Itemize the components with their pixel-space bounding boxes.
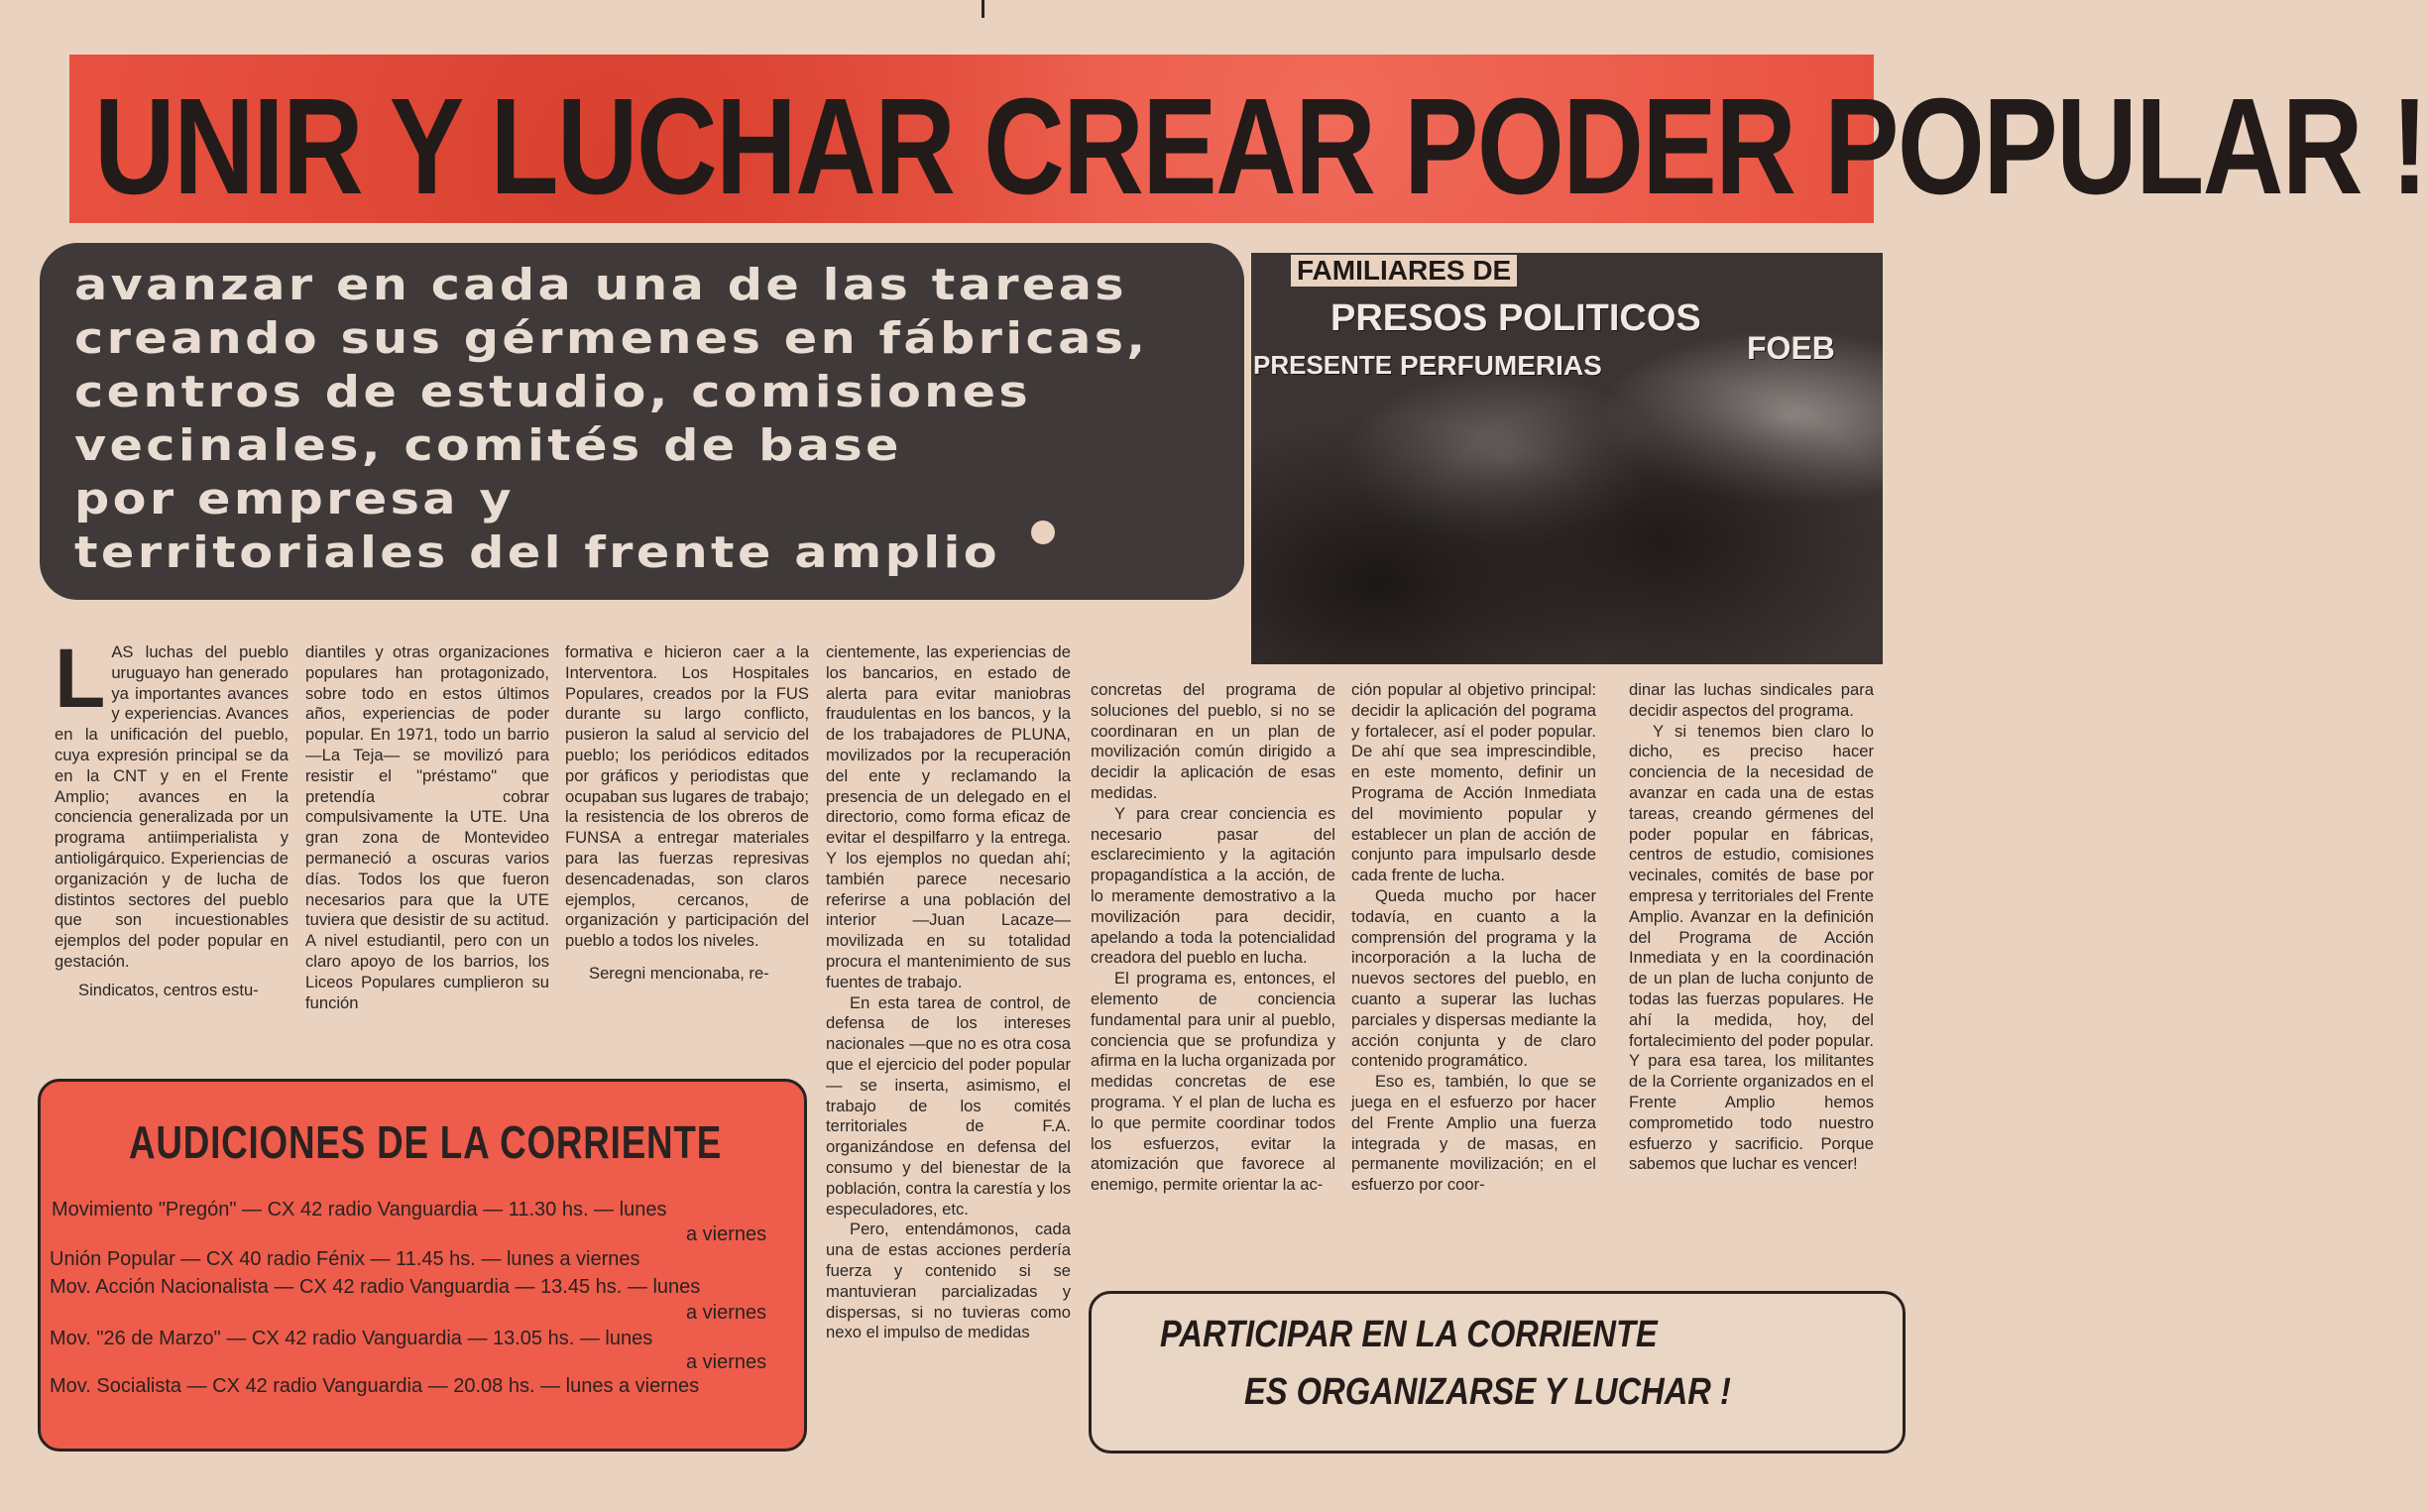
paragraph: formativa e hicieron caer a la Interventora. Los Hospitales Populares, creados por la FUS durante su largo conflicto, pusieron la salud al servicio del pueblo; los periódicos editados por gráficos y periodistas que ocupaban sus lugares de trabajo; la resistencia de los obreros de FUNSA a entregar materiales para las fuerzas represivas desencadenadas, son claros ejemplos, cercanos, de organización y participación del pueblo a todos los niveles. xyxy=(565,642,809,951)
photo-sign: PERFUMERIAS xyxy=(1400,350,1602,381)
article-column-6 xyxy=(1351,680,1596,1196)
protest-photo xyxy=(1251,253,1883,664)
photo-sign: FOEB xyxy=(1747,330,1835,366)
paragraph: Sindicatos, centros estu- xyxy=(78,980,259,999)
paragraph: Queda mucho por hacer todavía, en cuanto a la comprensión del programa y la incorporación a la lucha de nuevos sectores del pueblo, en cuanto a superar las luchas parciales y dispersas mediante la acción conjunta y de claro contenido programático. xyxy=(1351,885,1596,1071)
article-column-3 xyxy=(565,642,809,985)
audicion-line: Unión Popular — CX 40 radio Fénix — 11.45 hs. — lunes a viernes xyxy=(50,1248,640,1270)
paragraph: cientemente, las experiencias de los bancarios, en estado de alerta para evitar maniobras fraudulentas en los bancos, y la de los trabajadores de PLUNA, movilizados por la recuperación del ente y reclamando la presencia de un delegado en el directorio, como forma eficaz de evitar el despilfarro y la entrega. Y los ejemplos no quedan ahí; también parece necesario referirse a una población del interior —Juan Lacaze— movilizada en su totalidad procura el mantenimiento de sus fuentes de trabajo. xyxy=(826,642,1071,991)
dropcap: L xyxy=(55,632,106,725)
subhead-line: por empresa y xyxy=(74,474,515,524)
paragraph: Eso es, también, lo que se juega en el esfuerzo por hacer del Frente Amplio una fuerza integrada y de masas, en permanente movilización; en el esfuerzo por coor- xyxy=(1351,1072,1596,1195)
audicion-line: Mov. "26 de Marzo" — CX 42 radio Vanguardia — 13.05 hs. — lunes xyxy=(50,1328,653,1349)
audicion-line: a viernes xyxy=(686,1223,767,1245)
audicion-line: a viernes xyxy=(686,1302,767,1324)
paragraph: El programa es, entonces, el elemento de conciencia fundamental para unir al pueblo, conciencia que se profundiza y afirma en la lucha organizada por medidas concretas de ese programa. Y el plan de lucha es lo que permite coordinar todos los esfuerzos, evitar la atomización que favorece al enemigo, permite orientar la ac- xyxy=(1091,969,1335,1195)
paragraph: concretas del programa de soluciones del pueblo, si no se coordinaran en un plan de movilización común dirigido a decidir la aplicación de esas medidas. xyxy=(1091,680,1335,802)
paragraph: Seregni mencionaba, re- xyxy=(589,963,769,983)
article-column-4 xyxy=(826,642,1071,1343)
photo-sign: PRESOS POLITICOS xyxy=(1330,297,1701,339)
paragraph: diantiles y otras organizaciones populares han protagonizado, sobre todo en estos últimos años, experiencias de poder popular. En 1971, todo un barrio —La Teja— se movilizó para resistir el "préstamo" que pretendía cobrar compulsivamente la UTE. Una gran zona de Montevideo permaneció a oscuras varios días. Todos los que fueron necesarios para que la UTE tuviera que desistir de su actitud. A nivel estudiantil, pero con un claro apoyo de los barrios, los Liceos Populares cumplieron su función xyxy=(305,642,549,1012)
paragraph: Pero, entendámonos, cada una de estas acciones perdería fuerza y contenido si se mantuvieran parcializadas y dispersas, si no tuvieras como nexo el impulso de medidas xyxy=(826,1220,1071,1342)
audicion-line: Movimiento "Pregón" — CX 42 radio Vanguardia — 11.30 hs. — lunes xyxy=(52,1199,667,1221)
article-column-1 xyxy=(55,632,289,1001)
photo-sign: PRESENTE xyxy=(1253,350,1393,380)
participar-line-2: ES ORGANIZARSE Y LUCHAR ! xyxy=(1244,1371,1731,1413)
article-column-7 xyxy=(1629,680,1874,1175)
paragraph: AS luchas del pueblo uruguayo han generado ya importantes avances y experiencias. Avances en la unificación del pueblo, cuya expresión principal se da en la CNT y en el Frente Amplio; avances en la conciencia generalizada por un programa antiimperialista y antioligárquico. Experiencias de organización y de lucha de distintos sectores del pueblo que son incuestionables ejemplos del poder popular en gestación. xyxy=(55,642,289,971)
subhead-line: vecinales, comités de base xyxy=(74,420,902,471)
paragraph: dinar las luchas sindicales para decidir aspectos del programa. xyxy=(1629,680,1874,720)
subhead-line: avanzar en cada una de las tareas xyxy=(74,260,1128,310)
audicion-line: a viernes xyxy=(686,1351,767,1373)
paragraph: En esta tarea de control, de defensa de los intereses nacionales —que no es otra cosa que el ejercicio del poder popular— se inserta, asimismo, el trabajo de los comités territoriales de F.A. organizándose en defensa del consumo y del bienestar de la población, contra la carestía y los especuladores, etc. xyxy=(826,992,1071,1219)
photo-sign: FAMILIARES DE xyxy=(1291,255,1517,287)
article-column-5 xyxy=(1091,680,1335,1196)
article-column-2 xyxy=(305,642,549,1013)
paragraph: ción popular al objetivo principal: decidir la aplicación del pograma y fortalecer, así el poder popular. De ahí que sea imprescindible, en este momento, definir un Programa de Acción Inmediata del movimiento popular y establecer un plan de acción de conjunto para impulsarlo desde cada frente de lucha. xyxy=(1351,680,1596,885)
audicion-line: Mov. Socialista — CX 42 radio Vanguardia — 20.08 hs. — lunes a viernes xyxy=(50,1375,700,1397)
headline: UNIR Y LUCHAR CREAR PODER POPULAR ! xyxy=(94,70,2427,223)
paragraph: Y para crear conciencia es necesario pasar del esclarecimiento y la agitación propagandística a la acción, de lo meramente demostrativo a la movilización para decidir, apelando a toda la potencialidad creadora del pueblo en lucha. xyxy=(1091,803,1335,968)
subhead-line: creando sus gérmenes en fábricas, xyxy=(74,313,1149,364)
subhead-line: territoriales del frente amplio xyxy=(74,527,1000,578)
paragraph: Y si tenemos bien claro lo dicho, es preciso hacer conciencia de la necesidad de avanzar en cada una de estas tareas, creando gérmenes del poder popular en fábricas, centros de estudio, comisiones vecinales, comités de base por empresa y territoriales del Frente Amplio. Avanzar en la definición del Programa de Acción Inmediata y en la coordinación de un plan de lucha conjunto de todas las fuerzas populares. He ahí la medida, hoy, del fortalecimiento del poder popular. Y para esa tarea, los militantes de la Corriente organizados en el Frente Amplio hemos comprometido todo nuestro esfuerzo y sacrificio. Porque sabemos que luchar es vencer! xyxy=(1629,721,1874,1174)
subhead-line: centros de estudio, comisiones xyxy=(74,367,1032,417)
audicion-line: Mov. Acción Nacionalista — CX 42 radio Vanguardia — 13.45 hs. — lunes xyxy=(50,1276,701,1298)
paper-hole xyxy=(1031,521,1055,544)
paper-hole xyxy=(1031,1329,1055,1352)
participar-line-1: PARTICIPAR EN LA CORRIENTE xyxy=(1160,1314,1658,1355)
fold-mark xyxy=(982,0,984,18)
audiciones-title: AUDICIONES DE LA CORRIENTE xyxy=(129,1116,723,1168)
